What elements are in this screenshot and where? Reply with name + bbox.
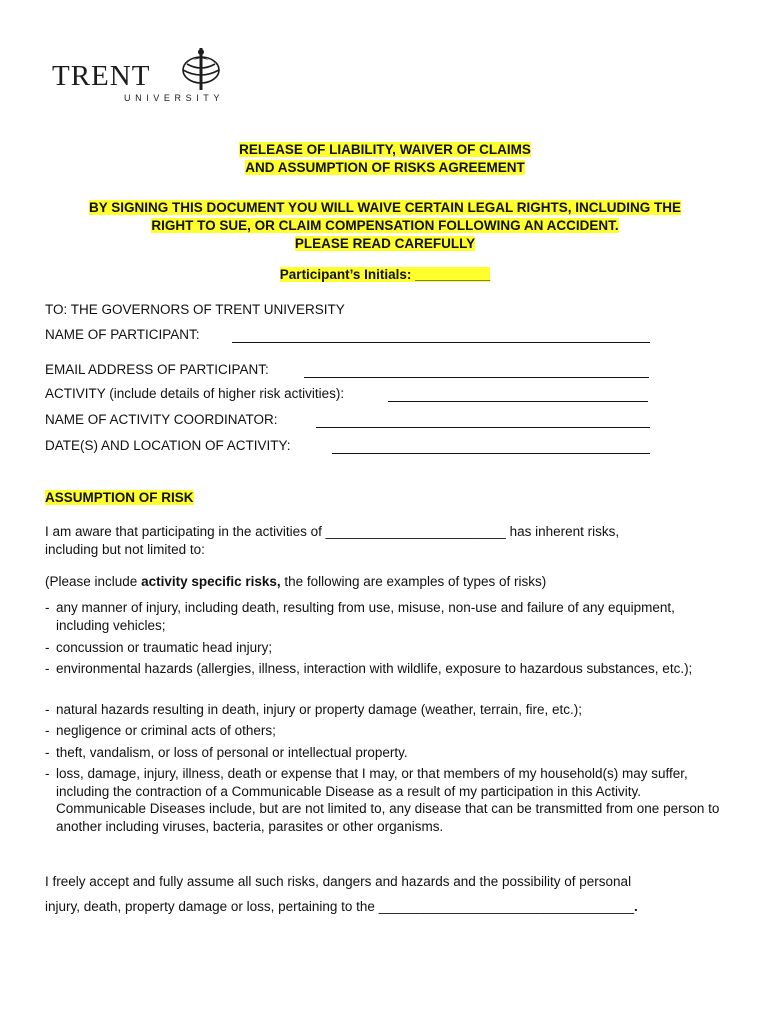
list-item: - any manner of injury, including death, resulting from use, misuse, non-use and failure of any equipment, including vehicles; xyxy=(45,599,720,634)
warning-line-3: PLEASE READ CAREFULLY xyxy=(294,236,476,251)
awareness-statement xyxy=(45,523,725,558)
date-location-label: DATE(S) AND LOCATION OF ACTIVITY: xyxy=(45,438,291,453)
risk-item-text: concussion or traumatic head injury; xyxy=(56,640,273,655)
activity-label: ACTIVITY (include details of higher risk activities): xyxy=(45,386,345,401)
coordinator-field[interactable] xyxy=(316,427,650,428)
participant-name-label: NAME OF PARTICIPANT: xyxy=(45,327,200,342)
risk-item-text: any manner of injury, including death, resulting from use, misuse, non-use and failure of any equipment, including vehicles; xyxy=(56,600,675,633)
list-item: - concussion or traumatic head injury; xyxy=(45,639,720,657)
risk-item-text: environmental hazards (allergies, illness, interaction with wildlife, exposure to hazardous substances, etc.); xyxy=(56,661,693,676)
title-line-1: RELEASE OF LIABILITY, WAIVER OF CLAIMS xyxy=(239,142,531,157)
aware-text-b: has inherent risks, xyxy=(509,524,620,539)
logo-wordmark: TRENT xyxy=(52,60,151,92)
aware-text-line2: including but not limited to: xyxy=(45,541,205,557)
list-item: - environmental hazards (allergies, illness, interaction with wildlife, exposure to hazardous substances, etc.); xyxy=(45,660,720,678)
accept-line-2: injury, death, property damage or loss, pertaining to the xyxy=(45,899,375,914)
aware-text-a: I am aware that participating in the activities of xyxy=(45,524,322,539)
logo-subtitle: UNIVERSITY xyxy=(124,93,225,103)
legal-rights-warning xyxy=(0,199,770,253)
initials-blank[interactable]: __________ xyxy=(415,267,491,282)
assumption-heading-text: ASSUMPTION OF RISK xyxy=(45,490,194,505)
list-item: - theft, vandalism, or loss of personal or intellectual property. xyxy=(45,744,720,762)
acceptance-statement xyxy=(45,874,735,914)
assumption-of-risk-heading xyxy=(45,490,194,505)
coordinator-label: NAME OF ACTIVITY COORDINATOR: xyxy=(45,412,278,427)
activity-blank[interactable]: ________________________ xyxy=(325,524,506,539)
accept-line-1: I freely accept and fully assume all such risks, dangers and hazards and the possibility of personal xyxy=(45,874,632,889)
please-text-b: the following are examples of types of risks) xyxy=(280,574,547,589)
risk-item-text: negligence or criminal acts of others; xyxy=(56,723,276,738)
warning-line-1: BY SIGNING THIS DOCUMENT YOU WILL WAIVE CERTAIN LEGAL RIGHTS, INCLUDING THE xyxy=(88,200,682,215)
risk-item-text: theft, vandalism, or loss of personal or intellectual property. xyxy=(56,745,408,760)
list-item: - natural hazards resulting in death, injury or property damage (weather, terrain, fire, etc.); xyxy=(45,701,720,719)
initials-label: Participant’s Initials: xyxy=(279,267,412,282)
participant-email-label: EMAIL ADDRESS OF PARTICIPANT: xyxy=(45,362,269,377)
warning-line-2: RIGHT TO SUE, OR CLAIM COMPENSATION FOLLOWING AN ACCIDENT. xyxy=(151,218,619,233)
list-item: - loss, damage, injury, illness, death or expense that I may, or that members of my household(s) may suffer, including the contraction of a Communicable Disease as a result of my participation in this Activity. Communicable Diseases include, but are not limited to, any disease that can be transmitted from one person to another including viruses, bacteria, parasites or other organisms. xyxy=(45,766,720,834)
risk-item-text: loss, damage, injury, illness, death or expense that I may, or that members of my household(s) may suffer, including the contraction of a Communicable Disease as a result of my participation in this Activity. Communicable Diseases include, but are not limited to, any disease that can be transmitted from one person to another including viruses, bacteria, parasites or other organisms. xyxy=(56,766,720,834)
participant-name-field[interactable] xyxy=(232,342,650,343)
list-item: - negligence or criminal acts of others; xyxy=(45,722,720,740)
accept-blank[interactable]: __________________________________ xyxy=(378,899,634,914)
please-text-bold: activity specific risks, xyxy=(141,574,281,589)
risk-item-text: natural hazards resulting in death, injury or property damage (weather, terrain, fire, etc.); xyxy=(56,702,583,717)
participant-email-field[interactable] xyxy=(304,377,649,378)
agreement-title xyxy=(0,141,770,177)
please-text-a: (Please include xyxy=(45,574,142,589)
activity-field[interactable] xyxy=(388,401,648,402)
risk-examples-note xyxy=(45,574,546,589)
addressee-line: TO: THE GOVERNORS OF TRENT UNIVERSITY xyxy=(45,302,345,317)
trent-university-logo xyxy=(52,46,232,110)
crest-icon xyxy=(179,46,223,92)
accept-end: . xyxy=(634,899,638,914)
date-location-field[interactable] xyxy=(332,453,650,454)
title-line-2: AND ASSUMPTION OF RISKS AGREEMENT xyxy=(245,160,525,175)
participant-initials xyxy=(0,267,770,282)
